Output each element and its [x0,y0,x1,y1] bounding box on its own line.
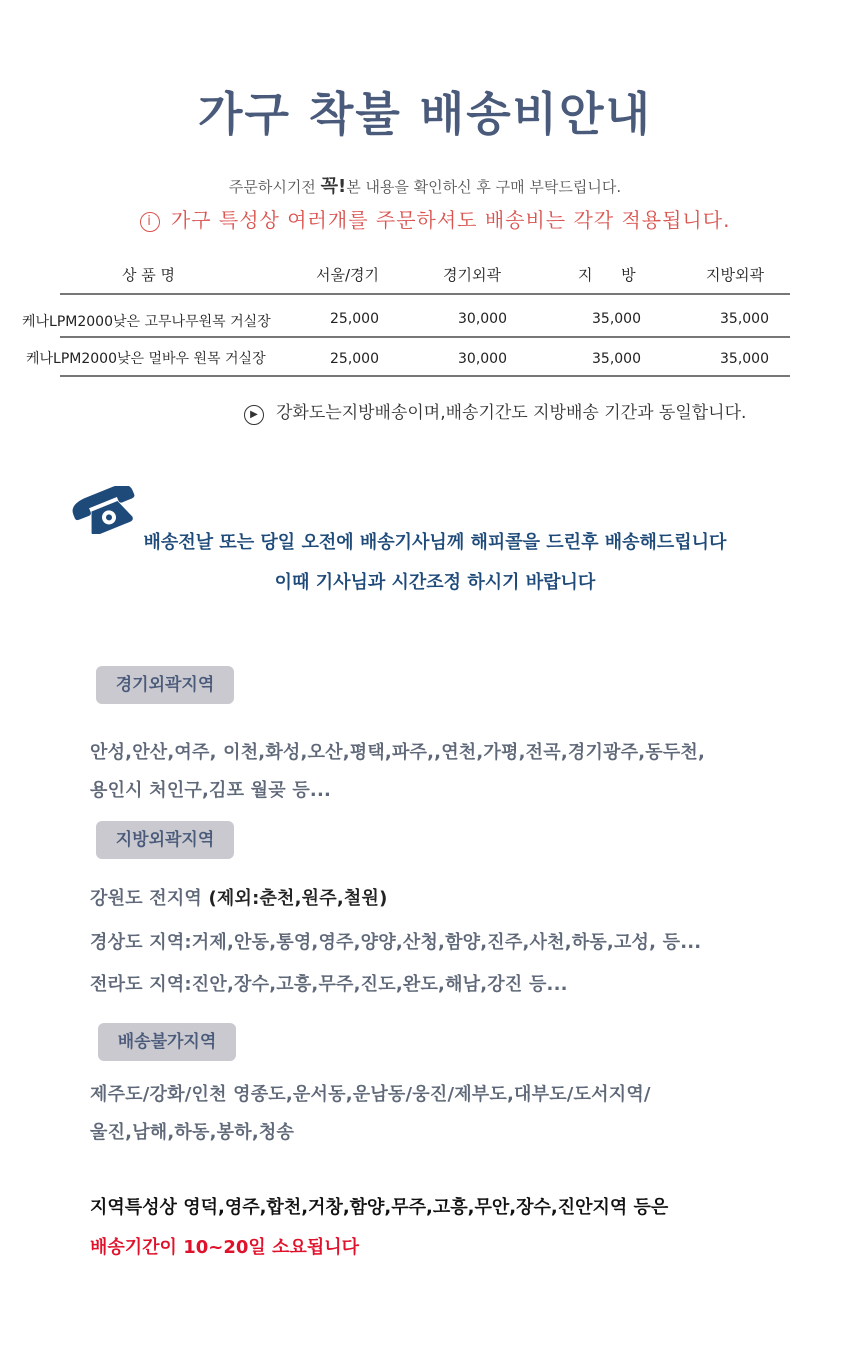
row1-seoul-price: 25,000 [330,311,379,327]
jibang-gyeongsang: 경상도 지역:거제,안동,통영,영주,양양,산청,함양,진주,사천,하동,고성, 등... [90,932,702,953]
jibang-jeolla: 전라도 지역:진안,장수,고흥,무주,진도,완도,해남,강진 등... [90,974,568,995]
notice-warning-text: 가구 특성상 여러개를 주문하셔도 배송비는 각각 적용됩니다. [170,208,731,232]
jibang-gangwon [90,884,388,910]
notice-check-before: 주문하시기전 [228,178,321,196]
jibang-gangwon-label: 강원도 전지역 [90,888,202,909]
notice-check [0,172,850,198]
table-top-rule [60,293,790,295]
unavailable-regions-line1: 제주도/강화/인천 영종도,운서동,운남동/웅진/제부도,대부도/도서지역/ [90,1084,651,1105]
badge-gyeonggi-outer: 경기외곽지역 [96,666,234,704]
notice-check-after: 본 내용을 확인하신 후 구매 부탁드립니다. [346,178,622,196]
badge-jibang-outer: 지방외곽지역 [96,821,234,859]
row1-gyeonggi-price: 30,000 [458,311,507,327]
gyeonggi-regions-line1: 안성,안산,여주, 이천,화성,오산,평택,파주,,연천,가평,전곡,경기광주,동두천, [90,742,706,763]
footer-line2: 배송기간이 10~20일 소요됩니다 [90,1237,359,1258]
header-gyeonggi-outer: 경기외곽 [443,266,501,284]
header-seoul-gyeonggi: 서울/경기 [316,266,380,284]
header-product-name: 상 품 명 [122,266,176,284]
page-title: 가구 착불 배송비안내 [198,87,652,141]
gyeonggi-regions-line2: 용인시 처인구,김포 월곶 등... [90,780,332,801]
arrow-circle-icon: ▶ [244,405,264,425]
notice-check-emphasis: 꼭! [320,176,347,197]
row2-gyeonggi-price: 30,000 [458,351,507,367]
table-mid-rule [60,336,790,338]
unavailable-regions-line2: 울진,남해,하동,봉하,청송 [90,1122,295,1143]
table-note-text: 강화도는지방배송이며,배송기간도 지방배송 기간과 동일합니다. [276,403,747,423]
footer-line1: 지역특성상 영덕,영주,합천,거창,함양,무주,고흥,무안,장수,진안지역 등은 [90,1197,669,1218]
header-jibang: 지 방 [578,266,636,284]
call-notice-line2: 이때 기사님과 시간조정 하시기 바랍니다 [274,572,596,593]
table-bottom-rule [60,375,790,377]
telephone-icon [70,486,142,534]
info-circle-icon: i [140,212,160,232]
row2-jibang-outer-price: 35,000 [720,351,769,367]
row1-jibang-price: 35,000 [592,311,641,327]
table-note [244,398,746,425]
row1-jibang-outer-price: 35,000 [720,311,769,327]
row1-product: 케나LPM2000낮은 고무나무원목 거실장 [22,314,271,330]
header-jibang-outer: 지방외곽 [706,266,764,284]
notice-warning [0,204,850,233]
badge-unavailable: 배송불가지역 [98,1023,236,1061]
row2-product: 케나LPM2000낮은 멀바우 원목 거실장 [26,351,266,367]
row2-seoul-price: 25,000 [330,351,379,367]
row2-jibang-price: 35,000 [592,351,641,367]
jibang-gangwon-exclusion: (제외:춘천,원주,철원) [208,888,388,909]
call-notice-line1: 배송전날 또는 당일 오전에 배송기사님께 해피콜을 드린후 배송해드립니다 [143,532,727,553]
